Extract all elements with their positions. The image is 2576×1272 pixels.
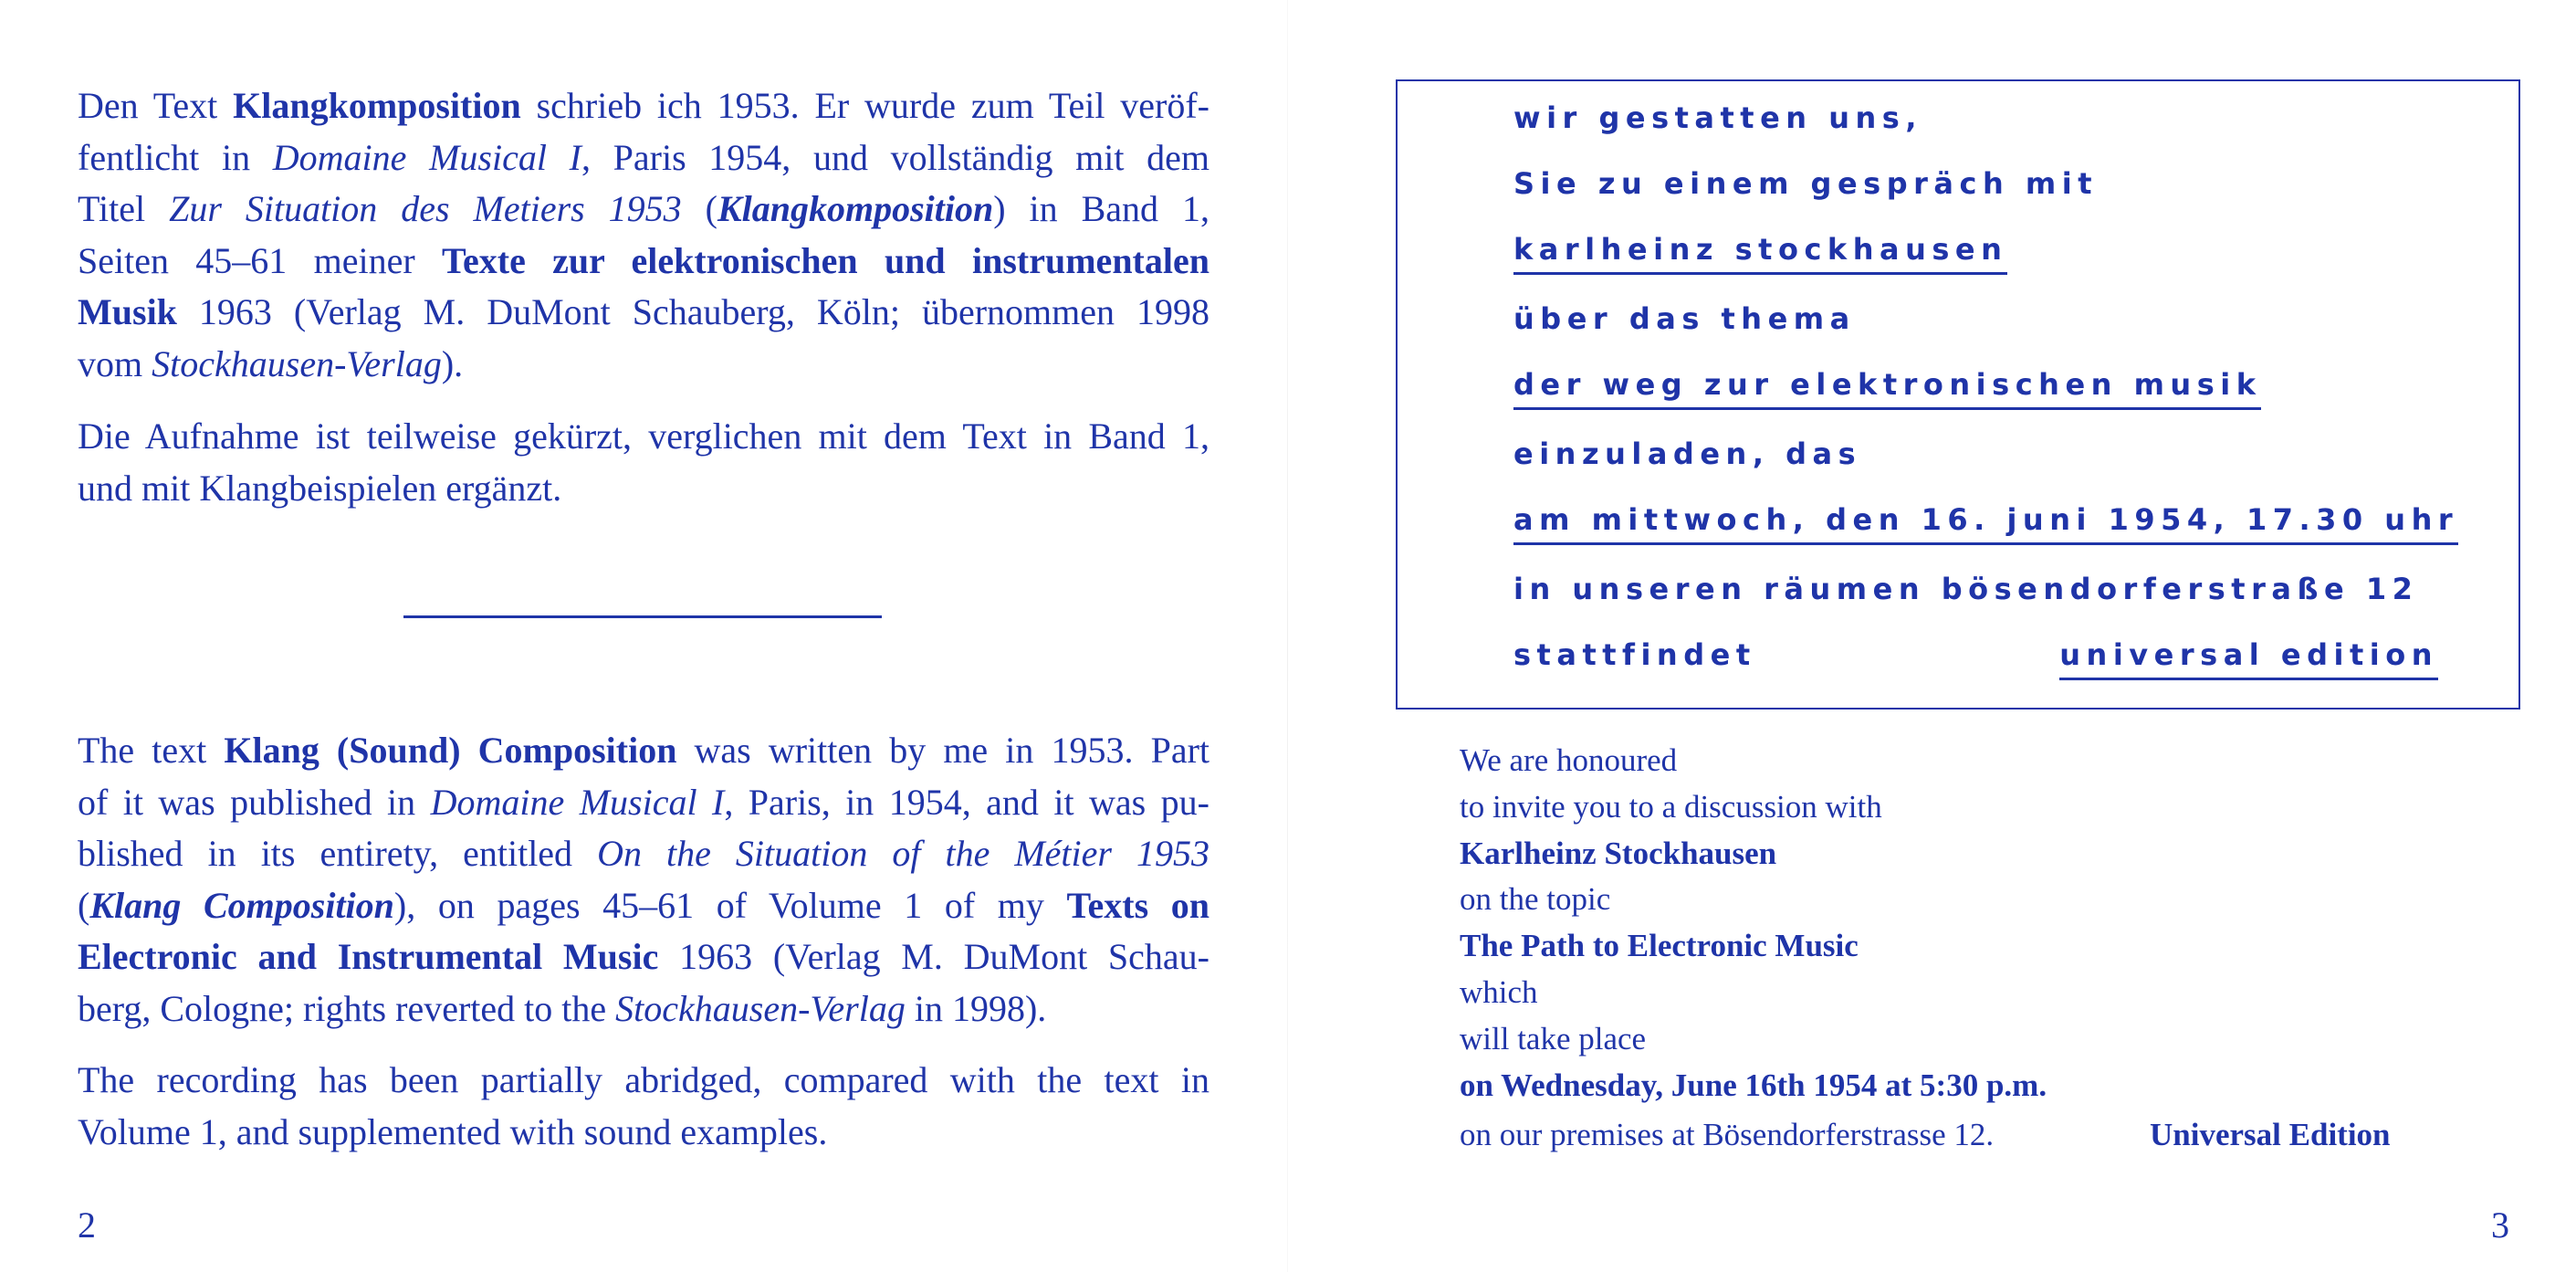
text-line: (Klang Composition), on pages 45–61 of Volume 1 of my Texts on bbox=[78, 884, 1209, 926]
text-line: vom Stockhausen-Verlag). bbox=[78, 342, 464, 384]
invitation-name: karlheinz stockhausen bbox=[1513, 231, 2007, 275]
translation-line: to invite you to a discussion with bbox=[1460, 789, 1882, 825]
text-line: Die Aufnahme ist teilweise gekürzt, verglichen mit dem Text in Band 1, bbox=[78, 415, 1209, 457]
text-line: Musik 1963 (Verlag M. DuMont Schauberg, Köln; übernommen 1998 bbox=[78, 291, 1209, 332]
translation-signature: Universal Edition bbox=[2150, 1117, 2391, 1152]
invitation-line: Sie zu einem gespräch mit bbox=[1513, 166, 2098, 201]
translation-line: on the topic bbox=[1460, 881, 1611, 917]
page-number: 2 bbox=[78, 1204, 96, 1246]
invitation-line: einzuladen, das bbox=[1513, 436, 1862, 471]
translation-line: on our premises at Bösendorferstrasse 12. bbox=[1460, 1117, 1995, 1152]
text-line: Electronic and Instrumental Music 1963 (Verlag M. DuMont Schau- bbox=[78, 936, 1209, 977]
translation-line: which bbox=[1460, 974, 1538, 1010]
invitation-signature: universal edition bbox=[2059, 636, 2438, 680]
german-paragraph-2 bbox=[78, 411, 1209, 514]
text-line: of it was published in Domaine Musical I, Paris, in 1954, and it was pu- bbox=[78, 781, 1209, 823]
text-line: Titel Zur Situation des Metiers 1953 (Klangkomposition) in Band 1, bbox=[78, 188, 1209, 229]
text-line: fentlicht in Domaine Musical I, Paris 1954, und vollständig mit dem bbox=[78, 136, 1210, 178]
right-page bbox=[1288, 0, 2576, 1272]
german-paragraph-1 bbox=[78, 80, 1209, 390]
invitation-date: am mittwoch, den 16. juni 1954, 17.30 uhr bbox=[1513, 501, 2458, 545]
text-line: The recording has been partially abridged, compared with the text in bbox=[78, 1059, 1209, 1100]
invitation-line: über das thema bbox=[1513, 301, 1856, 336]
translation-topic: The Path to Electronic Music bbox=[1460, 928, 1859, 963]
section-divider bbox=[403, 615, 882, 618]
translation-line: will take place bbox=[1460, 1021, 1647, 1056]
translation-name: Karlheinz Stockhausen bbox=[1460, 836, 1777, 871]
page-number: 3 bbox=[2491, 1204, 2509, 1246]
text-line: berg, Cologne; rights reverted to the Stockhausen-Verlag in 1998). bbox=[78, 987, 1047, 1029]
translation-date: on Wednesday, June 16th 1954 at 5:30 p.m. bbox=[1460, 1067, 2047, 1103]
english-paragraph-2 bbox=[78, 1055, 1209, 1158]
text-line: und mit Klangbeispielen ergänzt. bbox=[78, 467, 562, 509]
invitation-card bbox=[1396, 79, 2520, 710]
text-line: blished in its entirety, entitled On the Situation of the Métier 1953 bbox=[78, 833, 1209, 874]
invitation-line: stattfindet bbox=[1513, 637, 1756, 672]
text-line: Den Text Klangkomposition schrieb ich 1953. Er wurde zum Teil veröf- bbox=[78, 85, 1209, 126]
text-line: Seiten 45–61 meiner Texte zur elektronischen und instrumentalen bbox=[78, 239, 1209, 281]
text-line: The text Klang (Sound) Composition was written by me in 1953. Part bbox=[78, 730, 1210, 771]
invitation-line: in unseren räumen bösendorferstraße 12 bbox=[1513, 572, 2419, 606]
english-paragraph-1 bbox=[78, 725, 1209, 1035]
invitation-topic: der weg zur elektronischen musik bbox=[1513, 366, 2261, 410]
text-line: Volume 1, and supplemented with sound examples. bbox=[78, 1110, 828, 1152]
invitation-line: wir gestatten uns, bbox=[1513, 100, 1922, 135]
translation-line: We are honoured bbox=[1460, 742, 1678, 778]
